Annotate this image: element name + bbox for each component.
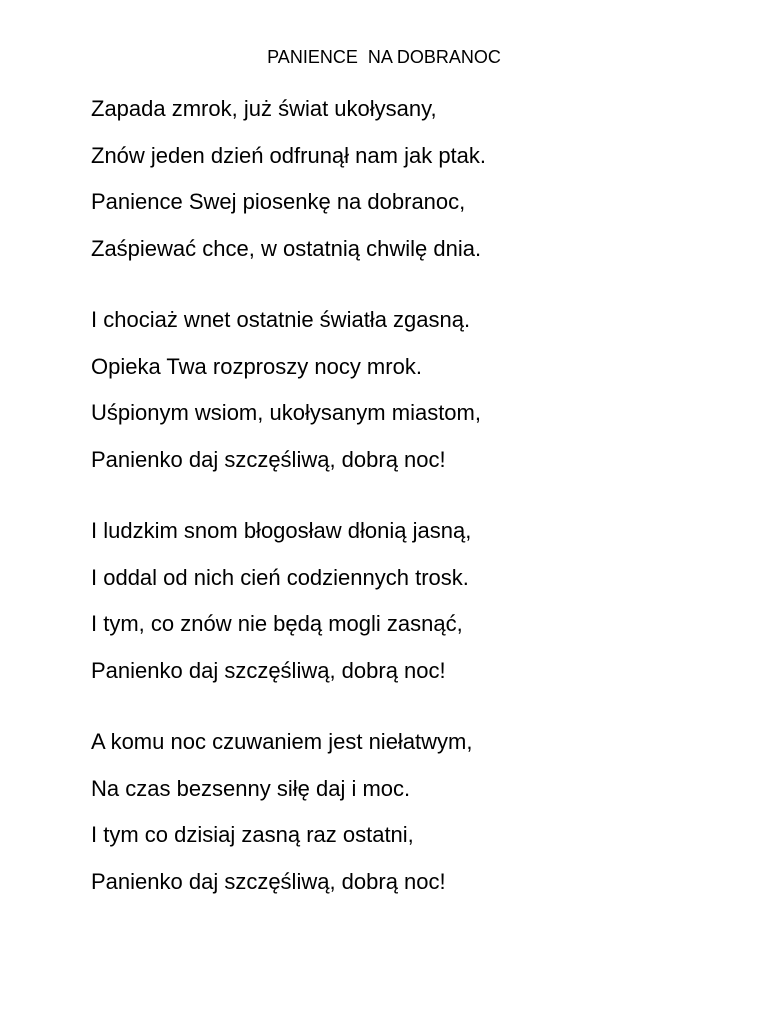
poem-line: Zapada zmrok, już świat ukołysany, [91, 96, 437, 121]
poem-line: Uśpionym wsiom, ukołysanym miastom, [91, 400, 481, 425]
poem-line: Panienko daj szczęśliwą, dobrą noc! [91, 657, 446, 683]
poem-line: I oddal od nich cień codziennych trosk. [91, 564, 469, 590]
poem-line: Panienko daj szczęśliwą, dobrą noc! [91, 446, 446, 472]
poem-title: PANIENCE NA DOBRANOC [267, 47, 501, 67]
poem-line: Panience Swej piosenkę na dobranoc, [91, 189, 466, 214]
poem-line: I tym, co znów nie będą mogli zasnąć, [91, 611, 463, 636]
poem-line: Na czas bezsenny siłę daj i moc. [91, 775, 411, 801]
poem-line: Zaśpiewać chce, w ostatnią chwilę dnia. [91, 235, 482, 261]
poem-line: Panienko daj szczęśliwą, dobrą noc! [91, 868, 446, 894]
stanza-3 [91, 508, 731, 694]
poem-line: I ludzkim snom błogosław dłonią jasną, [91, 518, 472, 543]
poem-line: A komu noc czuwaniem jest niełatwym, [91, 729, 473, 754]
stanza-1 [91, 86, 731, 272]
poem-body [91, 86, 731, 930]
poem-line: I tym co dzisiaj zasną raz ostatni, [91, 822, 414, 847]
stanza-4 [91, 719, 731, 905]
stanza-2 [91, 297, 731, 483]
poem-line: Znów jeden dzień odfrunął nam jak ptak. [91, 142, 487, 168]
poem-line: Opieka Twa rozproszy nocy mrok. [91, 353, 422, 379]
poem-line: I chociaż wnet ostatnie światła zgasną. [91, 307, 471, 332]
